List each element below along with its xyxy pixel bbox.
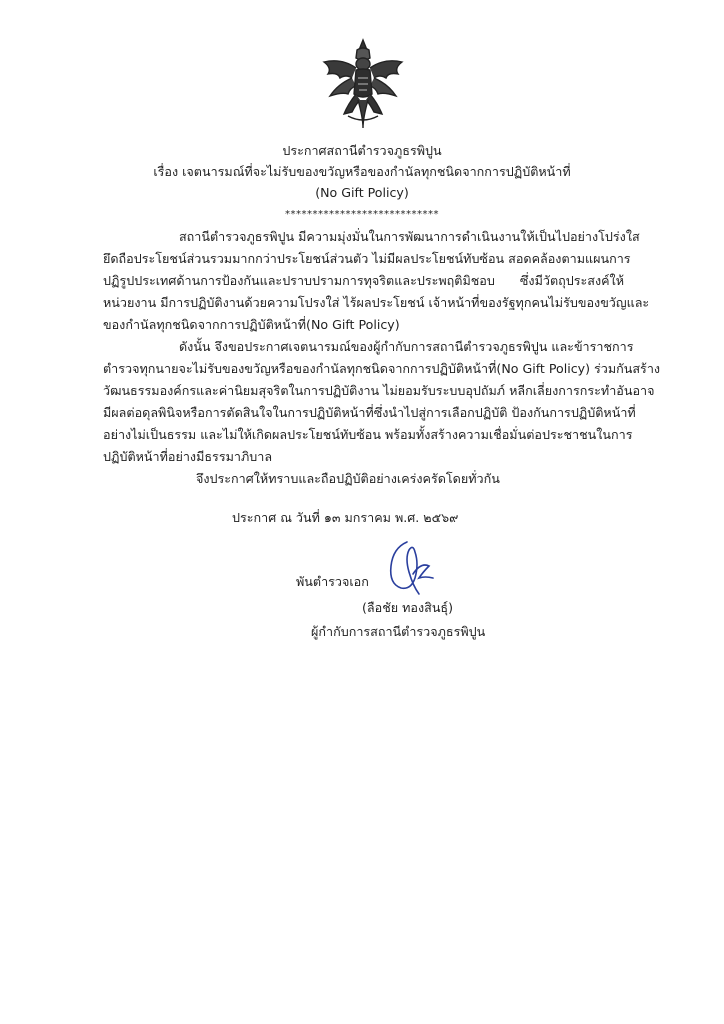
signer-name: (ลือชัย ทองสินธุ์) (362, 600, 454, 615)
document-subject: เรื่อง เจตนารมณ์ที่จะไม่รับของขวัญหรือของกำนัลทุกชนิดจากการปฏิบัติหน้าที่ (153, 164, 571, 179)
paragraph1-line: หน่วยงาน มีการปฏิบัติงานด้วยความโปรงใส่ ไร้ผลประโยชน์ เจ้าหน้าที่ของรัฐทุกคนไม่รับของขวัญและ (103, 295, 650, 310)
closing-statement: จึงประกาศให้ทราบและถือปฏิบัติอย่างเคร่งครัดโดยทั่วกัน (196, 471, 500, 486)
paragraph2-line: ปฏิบัติหน้าที่อย่างมีธรรมาภิบาล (103, 449, 273, 464)
document-subtitle: (No Gift Policy) (315, 185, 409, 200)
paragraph1-line: ปฏิรูปประเทศด้านการป้องกันและปราบปรามการทุจริตและประพฤติมิชอบ ซึ่งมีวัตถุประสงค์ให้ (103, 273, 624, 288)
signature-icon (385, 538, 437, 600)
paragraph2-line: มีผลต่อดุลพินิจหรือการตัดสินใจในการปฏิบัติหน้าที่ซึ่งนำไปสู่การเลือกปฏิบัติ ป้องกันการปฏิบัติหน้าที่ (103, 405, 636, 420)
announcement-date: ประกาศ ณ วันที่ ๑๓ มกราคม พ.ศ. ๒๕๖๙ (232, 510, 459, 525)
paragraph2-line: ตำรวจทุกนายจะไม่รับของขวัญหรือของกำนัลทุกชนิดจากการปฏิบัติหน้าที่(No Gift Policy) ร่วมกันสร้าง (103, 361, 661, 376)
garuda-emblem-icon (318, 38, 408, 130)
paragraph1-line: ยึดถือประโยชน์ส่วนรวมมากกว่าประโยชน์ส่วนตัว ไม่มีผลประโยชน์ทับซ้อน สอดคล้องตามแผนการ (103, 251, 631, 266)
paragraph2-line: อย่างไม่เป็นธรรม และไม่ให้เกิดผลประโยชน์ทับซ้อน พร้อมทั้งสร้างความเชื่อมั่นต่อประชาชนในการ (103, 427, 633, 442)
separator: **************************** (285, 209, 439, 220)
paragraph1-line: ของกำนัลทุกชนิดจากการปฏิบัติหน้าที่(No Gift Policy) (103, 317, 400, 332)
paragraph2-line: วัฒนธรรมองค์กรและค่านิยมสุจริตในการปฏิบัติงาน ไม่ยอมรับระบบอุปถัมภ์ หลีกเลี่ยงการกระทำอันอาจ (103, 383, 655, 398)
paragraph2-line: ดังนั้น จึงขอประกาศเจตนารมณ์ของผู้กำกับการสถานีตำรวจภูธรพิปูน และข้าราชการ (179, 339, 634, 354)
signer-rank: พันตำรวจเอก (296, 574, 369, 589)
paragraph1-line: สถานีตำรวจภูธรพิปูน มีความมุ่งมั่นในการพัฒนาการดำเนินงานให้เป็นไปอย่างโปร่งใส (179, 229, 640, 244)
document-title: ประกาศสถานีตำรวจภูธรพิปูน (282, 143, 442, 158)
signer-position: ผู้กำกับการสถานีตำรวจภูธรพิปูน (311, 624, 486, 639)
